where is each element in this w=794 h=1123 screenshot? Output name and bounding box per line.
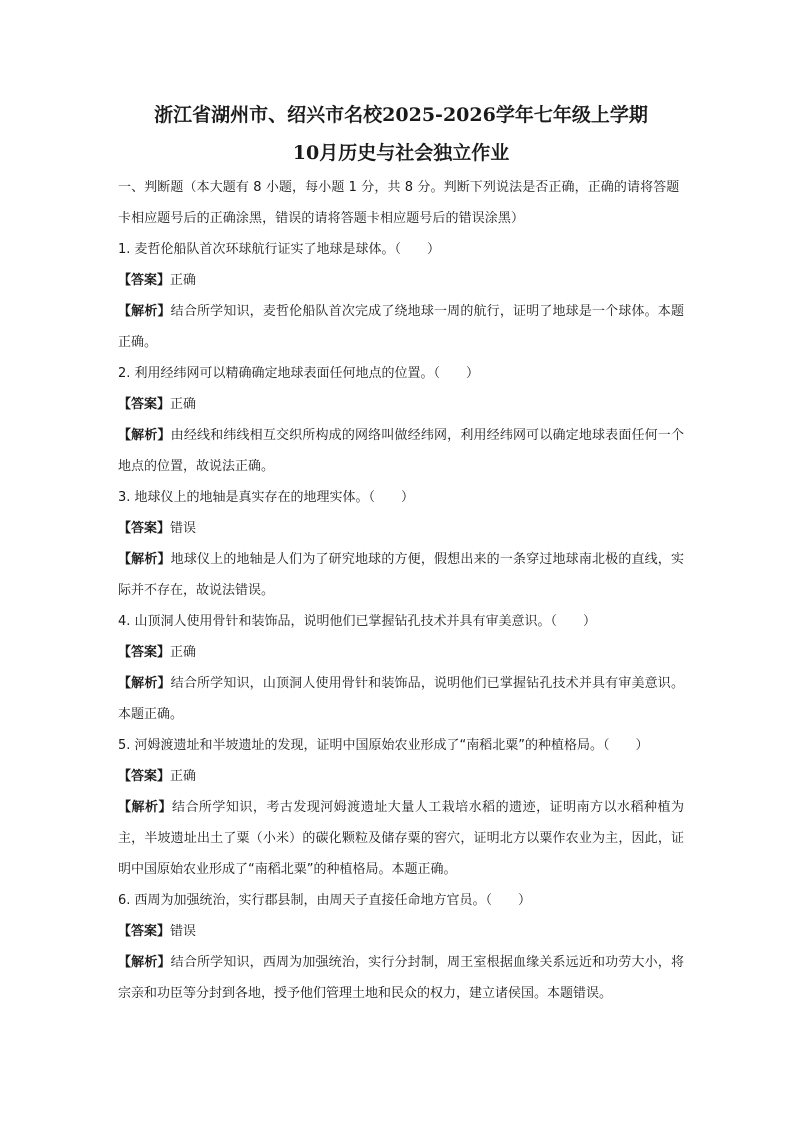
answer-tag: 【答案】 [118, 769, 171, 784]
answer-3 [118, 513, 684, 544]
question-3: 3. 地球仪上的地轴是真实存在的地理实体。（ ） [118, 490, 415, 505]
question-5: 5. 河姆渡遗址和半坡遗址的发现，证明中国原始农业形成了“南稻北粟”的种植格局。（ ） [118, 738, 649, 753]
answer-tag: 【答案】 [118, 521, 171, 536]
answer-tag: 【答案】 [118, 924, 171, 939]
analysis-tag: 【解析】 [118, 800, 172, 815]
question-2: 2. 利用经纬网可以精确确定地球表面任何地点的位置。（ ） [118, 366, 480, 381]
answer-value: 正确 [170, 397, 197, 412]
analysis-tag: 【解析】 [118, 428, 171, 443]
analysis-tag: 【解析】 [118, 955, 171, 970]
analysis-3 [118, 544, 684, 606]
answer-1 [118, 265, 684, 296]
section-heading: 一、判断题（本大题有 8 小题，每小题 1 分，共 8 分。判断下列说法是否正确，正确的请将答题卡相应题号后的正确涂黑，错误的请将答题卡相应题号后的错误涂黑） [118, 180, 680, 226]
analysis-tag: 【解析】 [118, 552, 171, 567]
document-title-line-2: 10月历史与社会独立作业 [292, 142, 510, 164]
analysis-text: 结合所学知识，麦哲伦船队首次完成了绕地球一周的航行，证明了地球是一个球体。本题正确。 [118, 304, 684, 350]
answer-value: 正确 [170, 645, 197, 660]
analysis-6 [118, 947, 684, 1009]
analysis-2 [118, 420, 684, 482]
analysis-tag: 【解析】 [118, 304, 171, 319]
answer-value: 正确 [170, 769, 197, 784]
analysis-text: 结合所学知识，山顶洞人使用骨针和装饰品，说明他们已掌握钻孔技术并具有审美意识。本题正确。 [118, 676, 684, 722]
answer-4 [118, 637, 684, 668]
question-4: 4. 山顶洞人使用骨针和装饰品，说明他们已掌握钻孔技术并具有审美意识。（ ） [118, 614, 597, 629]
document-title-line-1: 浙江省湖州市、绍兴市名校2025-2026学年七年级上学期 [154, 104, 648, 126]
question-6: 6. 西周为加强统治，实行郡县制，由周天子直接任命地方官员。（ ） [118, 893, 532, 908]
analysis-text: 地球仪上的地轴是人们为了研究地球的方便，假想出来的一条穿过地球南北极的直线，实际并不存在，故说法错误。 [118, 552, 684, 598]
answer-value: 错误 [170, 521, 197, 536]
answer-5 [118, 761, 684, 792]
analysis-text: 由经线和纬线相互交织所构成的网络叫做经纬网，利用经纬网可以确定地球表面任何一个地点的位置，故说法正确。 [118, 428, 684, 474]
analysis-1 [118, 296, 684, 358]
analysis-text: 结合所学知识，西周为加强统治，实行分封制，周王室根据血缘关系远近和功劳大小，将宗亲和功臣等分封到各地，授予他们管理土地和民众的权力，建立诸侯国。本题错误。 [118, 955, 684, 1001]
answer-tag: 【答案】 [118, 645, 171, 660]
analysis-tag: 【解析】 [118, 676, 171, 691]
analysis-4 [118, 668, 684, 730]
answer-value: 正确 [170, 273, 197, 288]
answer-2 [118, 389, 684, 420]
analysis-5 [118, 792, 684, 885]
answer-tag: 【答案】 [118, 273, 171, 288]
analysis-text: 结合所学知识，考古发现河姆渡遗址大量人工栽培水稻的遗迹，证明南方以水稻种植为主，半坡遗址出土了粟（小米）的碳化颗粒及储存粟的窖穴，证明北方以粟作农业为主，因此，证明中国原始农业形成了“南稻北粟”的种植格局。本题正确。 [118, 800, 684, 877]
answer-6 [118, 916, 684, 947]
question-1: 1. 麦哲伦船队首次环球航行证实了地球是球体。（ ） [118, 242, 441, 257]
answer-value: 错误 [170, 924, 197, 939]
answer-tag: 【答案】 [118, 397, 171, 412]
